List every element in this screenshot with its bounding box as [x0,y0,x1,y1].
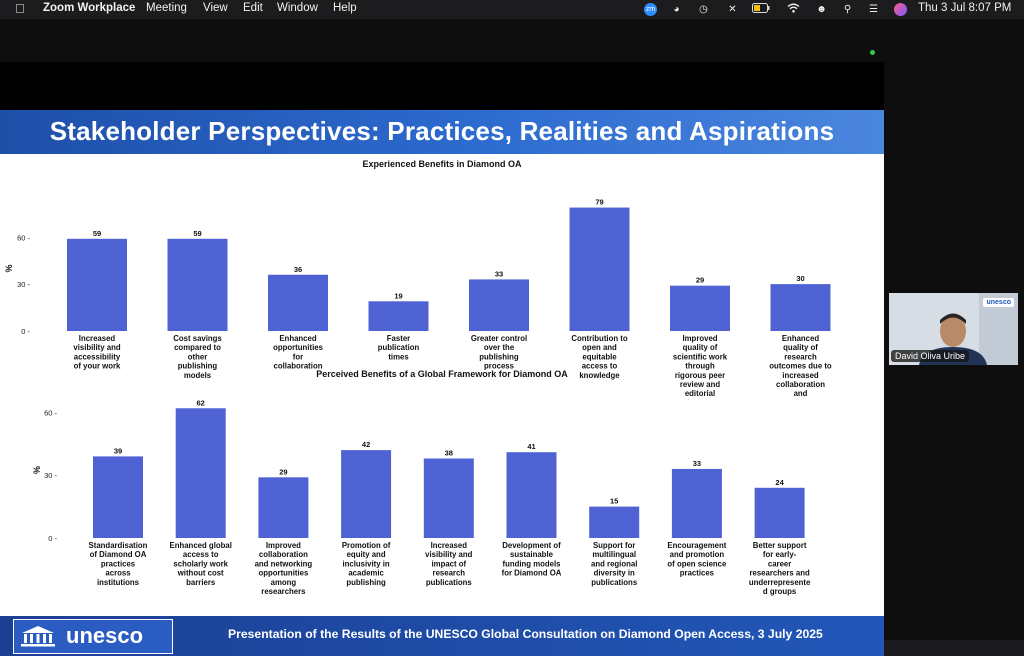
chart2-bar-7 [672,469,722,538]
participant-video-tile[interactable] [889,293,1018,365]
chart2-category-label-0: Standardisation of Diamond OA practices across institutions [88,541,148,587]
unesco-logo [13,619,173,654]
chart1-value-label-0: 59 [92,228,102,238]
chart1-category-label-4: Greater control over the publishing process [470,334,528,371]
chart2-bar-3 [341,450,391,538]
chart1-bar-3 [369,301,429,331]
chart2-y-tick-0: 0 - [48,534,57,543]
chart2-value-label-5: 41 [527,442,536,452]
chart2-category-label-2: Improved collaboration and networking opportunities among researchers [254,541,313,596]
chart2-bar-6 [589,507,639,538]
siri-icon[interactable] [894,3,907,16]
chart1-value-label-6: 29 [695,275,705,285]
chart1-title: Experienced Benefits in Diamond OA [362,159,522,169]
slide-title: Stakeholder Perspectives: Practices, Realities and Aspirations [49,116,835,146]
chart1-category-label-6: Improved quality of scientific work through rigorous peer review and editorial [672,334,728,399]
chart1-category-label-1: Cost savings compared to other publishing models [173,334,222,380]
chart2-y-tick-2: 60 - [44,408,57,418]
chart1-value-label-5: 79 [595,197,604,207]
chart1-category-label-3: Faster publication times [377,334,420,362]
chart2-value-label-2: 29 [279,467,288,477]
chart2-value-label-6: 15 [610,496,619,506]
chart1-bar-7 [771,284,831,331]
battery-icon[interactable] [752,3,770,16]
chart1-y-tick-0: 0 - [21,327,30,336]
chart2-bar-1 [176,408,226,538]
chart2-category-label-4: Increased visibility and impact of research publications [425,541,473,587]
chart2-value-label-7: 33 [692,458,702,468]
chart1-category-label-2: Enhanced opportunities for collaboration [273,334,323,371]
chart2-category-label-6: Support for multilingual and regional diversity in publications [591,541,638,587]
chart2-bar-0 [93,456,143,538]
chart2-value-label-4: 38 [444,448,453,458]
menu-window[interactable]: Window [277,2,318,14]
slide-footer-text: Presentation of the Results of the UNESCO Global Consultation on Diamond Open Access, 3 July 2025 [228,627,823,641]
chart2-value-label-8: 24 [775,477,784,487]
slide-footer [0,616,884,656]
chart1-y-axis-label: % [4,264,14,273]
search-icon[interactable]: ⚲ [843,4,852,15]
chart2-bar-4 [424,458,474,538]
chart-perceived-benefits [0,378,884,596]
chart1-bar-4 [469,279,529,331]
unesco-temple-icon [18,624,58,648]
menu-bar [0,0,1024,19]
chart-experienced-benefits [0,168,884,399]
menu-edit[interactable]: Edit [243,2,263,14]
chart2-value-label-3: 42 [361,440,371,450]
chart1-bar-0 [67,239,127,331]
app-menu[interactable]: Zoom Workplace [43,2,136,14]
chart2-value-label-0: 39 [113,446,123,456]
unesco-wordmark: unesco [66,623,144,648]
user-icon[interactable]: ☻ [816,4,827,15]
chart2-category-label-8: Better support for early-career researchers and underrepresente d groups [748,541,811,596]
chart2-category-label-7: Encouragement and promotion of open science practices [667,541,727,578]
chart2-value-label-1: 62 [196,398,205,408]
participant-unesco-logo: unesco [983,298,1014,307]
history-icon[interactable]: ◷ [699,4,708,15]
audio-icon[interactable]: ◕ [673,4,680,15]
control-center-icon[interactable]: ☰ [869,4,878,15]
menu-help[interactable]: Help [333,2,357,14]
chart1-category-label-7: Enhanced quality of research outcomes due to increased collaboration and [769,334,832,399]
apple-menu-icon[interactable] [15,1,25,16]
chart1-bar-5 [570,208,630,331]
chart1-value-label-1: 59 [193,228,202,238]
zoom-window [0,19,1024,648]
presentation-slide [0,110,884,648]
chart1-category-label-0: Increased visibility and accessibility of your work [73,334,121,371]
menu-view[interactable]: View [203,2,228,14]
chart2-category-label-5: Development of sustainable funding models for Diamond OA [501,541,562,578]
participant-name: David Oliva Uribe [891,350,969,362]
chart1-value-label-7: 30 [796,274,805,284]
chart1-y-tick-1: 30 - [17,280,30,290]
chart1-y-tick-2: 60 - [17,233,30,243]
chart2-category-label-1: Enhanced global access to scholarly work without cost barriers [169,541,232,587]
zoom-icon[interactable]: zm [644,3,657,16]
chart1-value-label-2: 36 [293,264,303,274]
clock[interactable]: Thu 3 Jul 8:07 PM [918,2,1012,14]
chart2-bar-5 [507,452,557,538]
mute-icon[interactable]: ✕ [728,4,737,15]
recording-indicator-icon [870,50,875,55]
chart1-bar-1 [168,239,228,331]
chart2-y-tick-1: 30 - [44,471,57,481]
chart1-category-label-5: Contribution to open and equitable access to knowledge [571,334,628,380]
menu-meeting[interactable]: Meeting [146,2,187,14]
chart2-category-label-3: Promotion of equity and inclusivity in academic publishing [341,541,391,587]
chart1-value-label-4: 33 [494,269,504,279]
chart2-title: Perceived Benefits of a Global Framework for Diamond OA [316,369,568,379]
chart1-value-label-3: 19 [394,291,403,301]
slide-title-bar [0,110,884,154]
chart2-y-axis-label: % [32,465,42,475]
screen-share-area [0,62,884,648]
chart1-bar-2 [268,275,328,331]
chart2-bar-2 [258,477,308,538]
chart1-bar-6 [670,286,730,331]
wifi-icon[interactable] [787,3,800,16]
chart2-bar-8 [755,488,805,538]
